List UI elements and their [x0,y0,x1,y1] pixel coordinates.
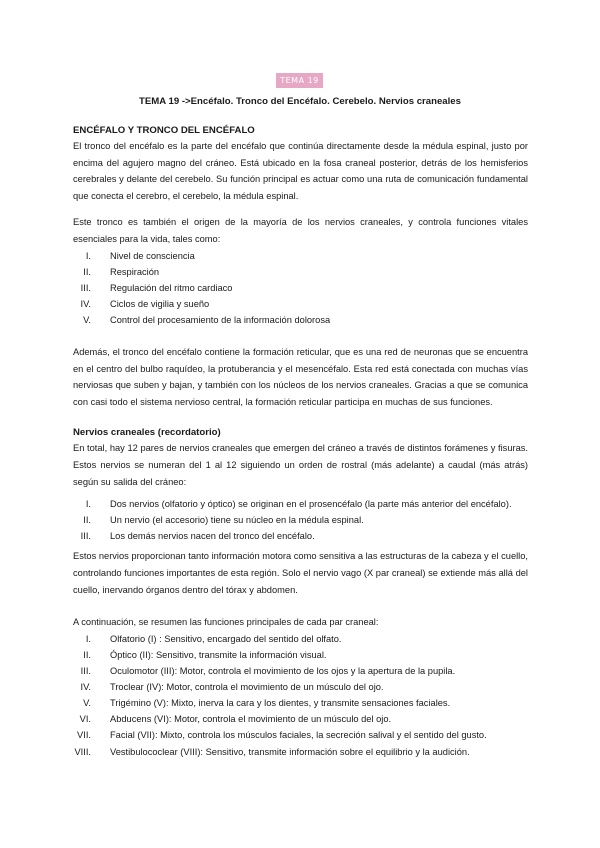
list-number: III. [80,531,91,542]
list-item [73,280,528,296]
list-item [73,663,528,679]
list-number: I. [85,499,91,510]
list-text: Ciclos de vigilia y sueño [110,298,210,309]
paragraph: El tronco del encéfalo es la parte del encéfalo que continúa directamente desde la médula espinal, justo por encima del agujero magno del cráneo. Está ubicado en la fosa craneal posterior, detrás de los hemisferios cerebrales y delante del cerebelo. Su función principal es actuar como una ruta de comunicación fundamental que conecta el cerebro, el cerebelo, la médula espinal. [73,141,528,201]
list-text: Un nervio (el accesorio) tiene su núcleo en la médula espinal. [110,515,364,526]
list-item [73,264,528,280]
list-number: III. [80,666,91,677]
list-text: Oculomotor (III): Motor, controla el movimiento de los ojos y la apertura de la pupila. [110,666,456,677]
list-item [73,312,528,328]
list-text: Facial (VII): Mixto, controla los músculos faciales, la secreción salival y el sentido del gusto. [110,730,487,741]
list-number: I. [85,633,91,644]
list-text: Control del procesamiento de la información dolorosa [110,314,331,325]
list-number: II. [83,649,91,660]
origin-list [73,496,528,544]
page-title: TEMA 19 ->Encéfalo. Tronco del Encéfalo. Cerebelo. Nervios craneales [139,96,461,107]
list-text: Abducens (VI): Motor, controla el movimiento de un músculo del ojo. [110,714,392,725]
list-text: Troclear (IV): Motor, controla el movimiento de un músculo del ojo. [110,682,384,693]
list-number: IV. [80,682,91,693]
list-item [73,647,528,663]
list-item [73,512,528,528]
list-item [73,695,528,711]
list-item [73,711,528,727]
list-number: V. [83,314,91,325]
list-number: I. [85,250,91,261]
vital-functions-list [73,248,528,328]
list-text: Respiración [110,266,160,277]
list-number: IV. [80,298,91,309]
cranial-pairs-list [73,631,528,760]
list-item [73,744,528,760]
list-number: II. [83,266,91,277]
list-text: Óptico (II): Sensitivo, transmite la información visual. [110,649,327,660]
list-number: III. [80,282,91,293]
list-text: Los demás nervios nacen del tronco del encéfalo. [110,531,315,542]
list-item [73,727,528,743]
list-number: VIII. [74,746,91,757]
list-text: Olfatorio (I) : Sensitivo, encargado del sentido del olfato. [110,633,342,644]
list-item [73,296,528,312]
paragraph: Estos nervios proporcionan tanto información motora como sensitiva a las estructuras de la cabeza y el cuello, controlando funciones importantes de esta región. Solo el nervio vago (X par craneal) se extiende más allá del cuello, inervando órganos dentro del tórax y abdomen. [73,551,528,595]
paragraph: A continuación, se resumen las funciones principales de cada par craneal: [73,617,379,628]
list-item [73,496,528,512]
list-item [73,248,528,264]
section-heading-encefalo: ENCÉFALO Y TRONCO DEL ENCÉFALO [73,125,255,136]
topic-tag: TEMA 19 [276,73,323,88]
paragraph: Además, el tronco del encéfalo contiene la formación reticular, que es una red de neuronas que se encuentra en el centro del bulbo raquídeo, la protuberancia y el mesencéfalo. Esta red está conectada con muchas vías nerviosas que suben y bajan, y también con los núcleos de los nervios craneales. Gracias a que se comunica con casi todo el sistema nervioso central, la formación reticular participa en muchas de sus funciones. [73,347,528,407]
list-item [73,528,528,544]
list-text: Vestibulococlear (VIII): Sensitivo, transmite información sobre el equilibrio y la audición. [110,746,470,757]
list-text: Regulación del ritmo cardiaco [110,282,233,293]
list-number: V. [83,698,91,709]
document-body [73,124,528,760]
list-text: Dos nervios (olfatorio y óptico) se originan en el prosencéfalo (la parte más anterior del encéfalo). [110,499,512,510]
list-item [73,631,528,647]
paragraph: En total, hay 12 pares de nervios craneales que emergen del cráneo a través de distintos forámenes y fisuras. Estos nervios se numeran del 1 al 12 siguiendo un orden de rostral (más adelante) a caudal (más atrás) según su salida del cráneo: [73,443,528,487]
section-heading-nervios: Nervios craneales (recordatorio) [73,427,221,439]
list-text: Nivel de consciencia [110,250,195,261]
paragraph: Este tronco es también el origen de la mayoría de los nervios craneales, y controla funciones vitales esenciales para la vida, tales como: [73,217,528,244]
list-text: Trigémino (V): Mixto, inerva la cara y los dientes, y transmite sensaciones faciales. [110,698,451,709]
list-number: VI. [79,714,91,725]
list-number: II. [83,515,91,526]
list-number: VII. [77,730,91,741]
list-item [73,679,528,695]
